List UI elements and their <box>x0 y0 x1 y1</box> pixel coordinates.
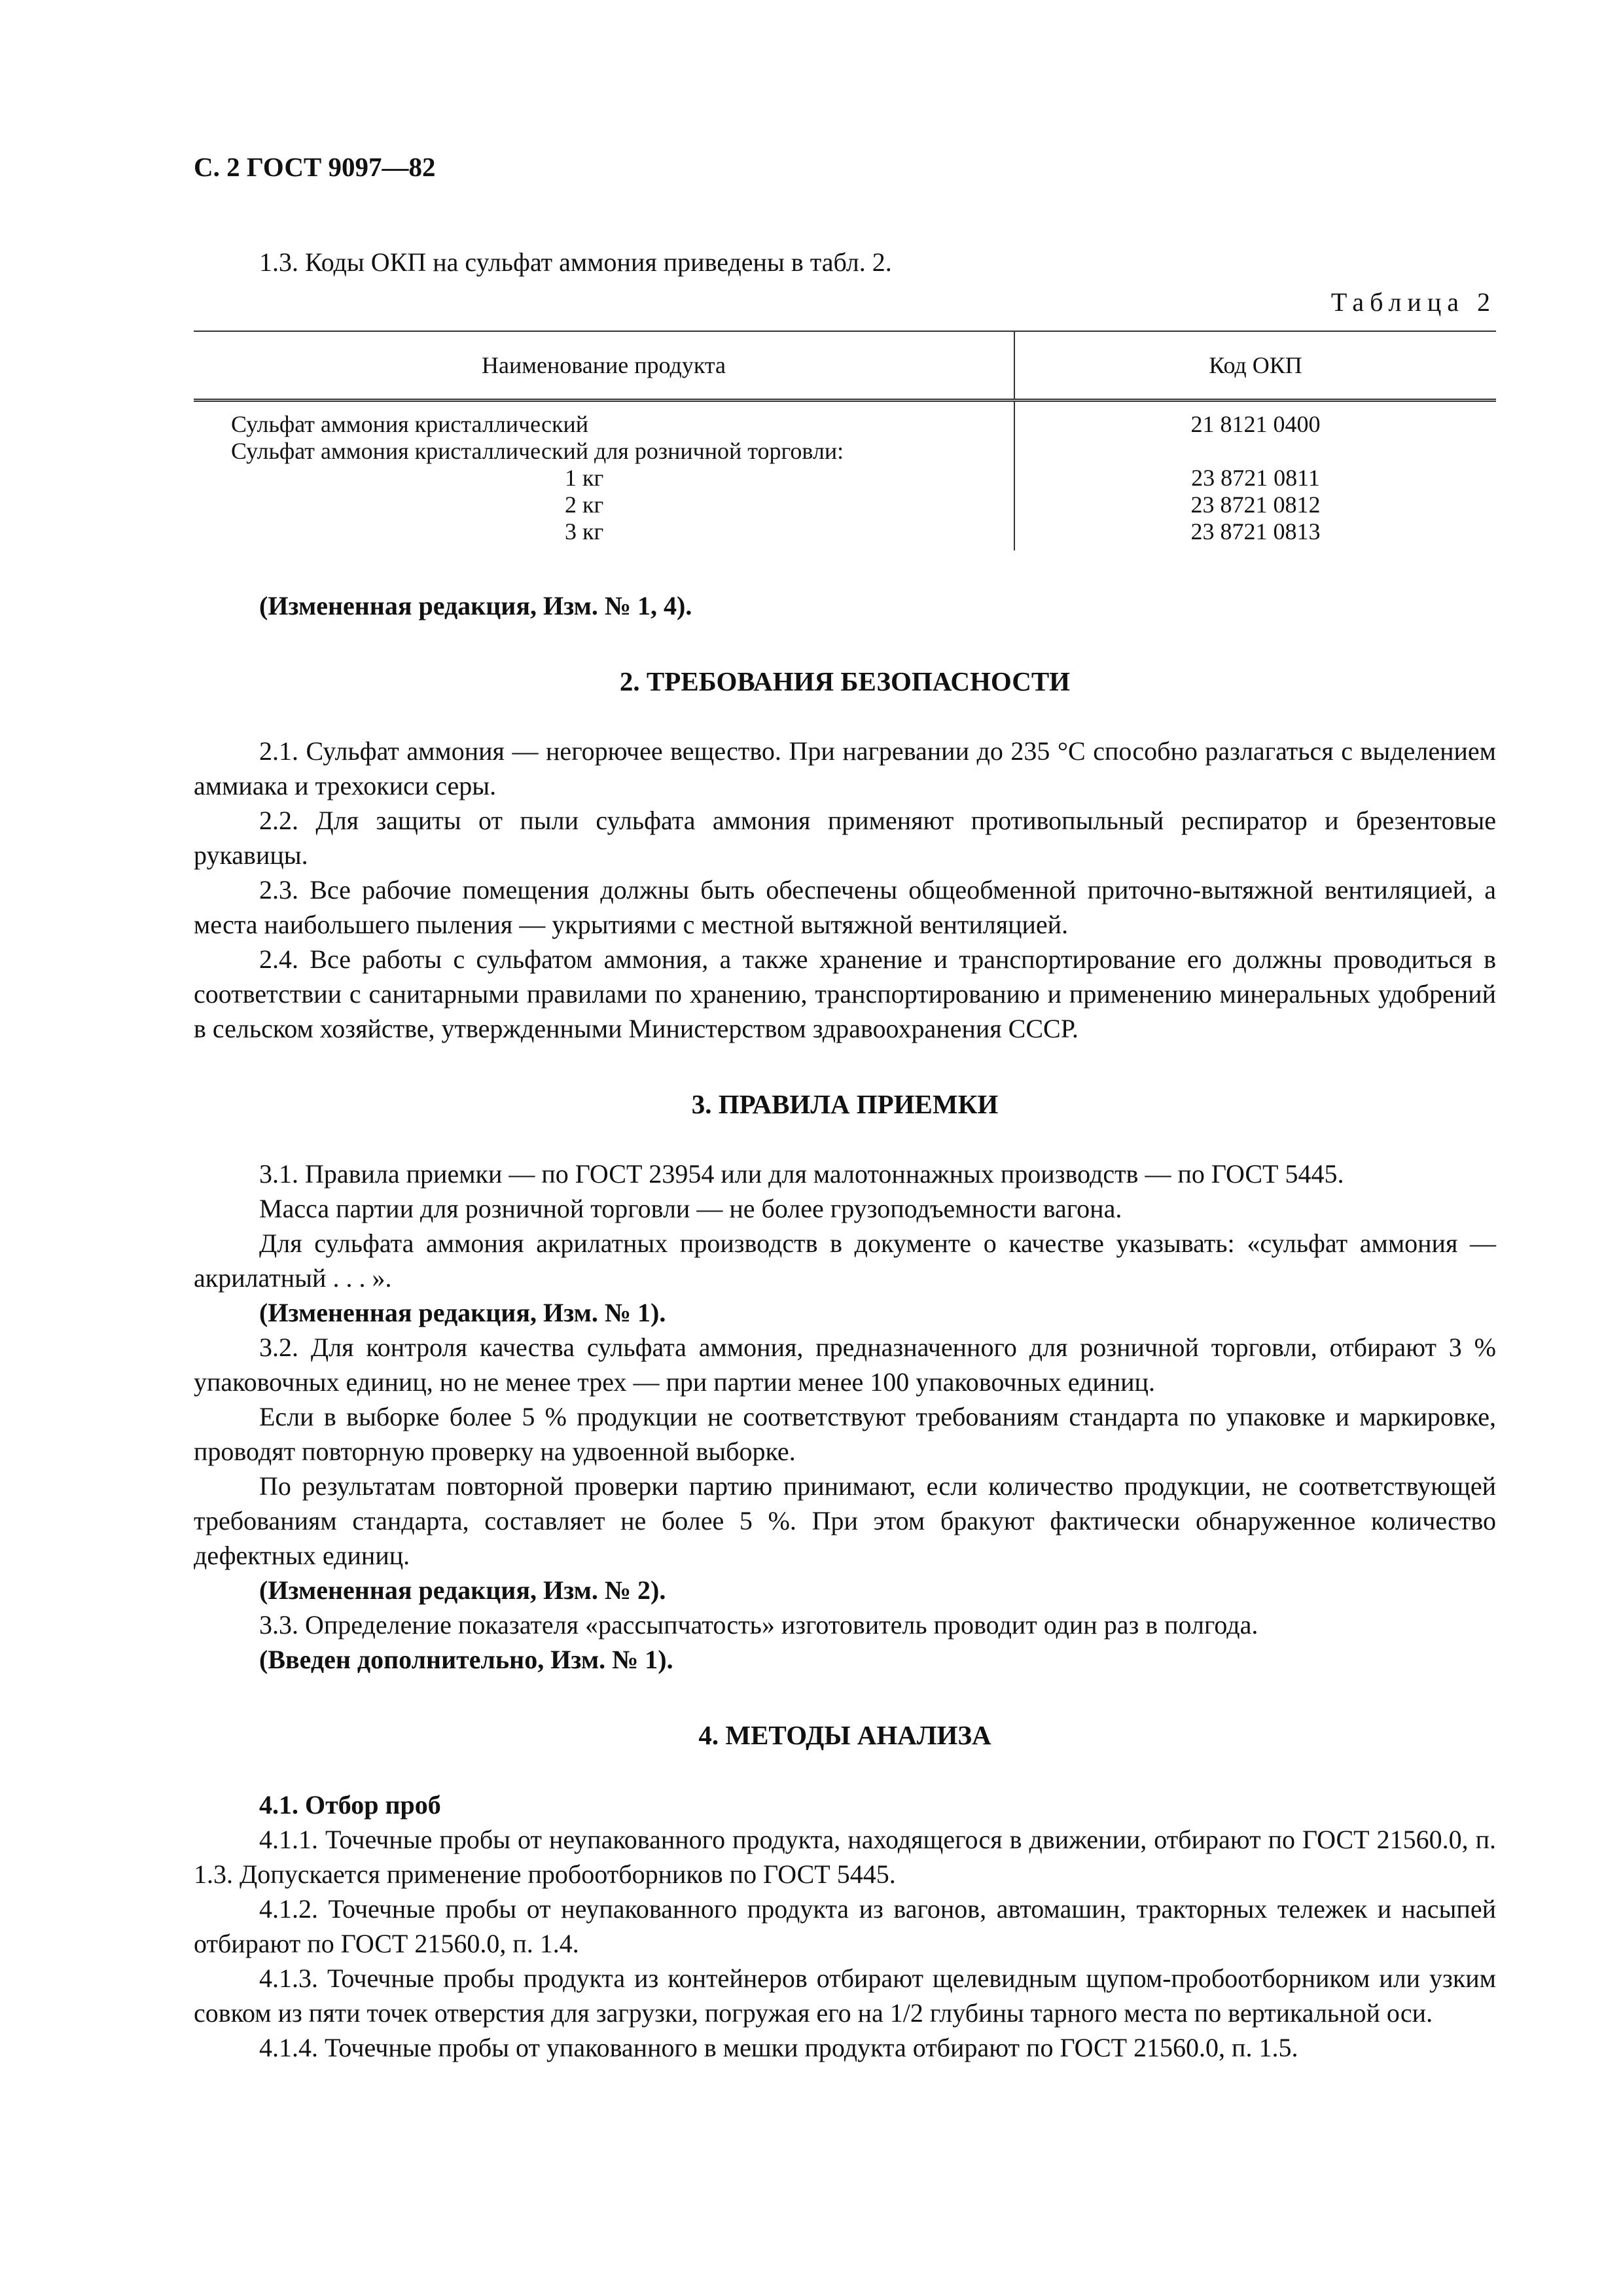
paragraph-4-1-1: 4.1.1. Точечные пробы от неупакованного продукта, находящегося в движении, отбирают по ГОСТ 21560.0, п. 1.3. Допускается применение пробоотборников по ГОСТ 5445. <box>194 1825 1496 1889</box>
product-name: Сульфат аммония кристаллический <box>231 411 589 437</box>
section-4-title: 4. МЕТОДЫ АНАЛИЗА <box>698 1720 991 1750</box>
paragraph-2-1: 2.1. Сульфат аммония — негорючее вещество. При нагревании до 235 °С способно разлагаться с выделением аммиака и трехокиси серы. <box>194 736 1496 800</box>
product-name: 1 кг <box>565 465 604 491</box>
paragraph-4-1-2: 4.1.2. Точечные пробы от неупакованного продукта из вагонов, автомашин, тракторных тележек и насыпей отбирают по ГОСТ 21560.0, п. 1.4. <box>194 1894 1496 1958</box>
paragraph-3-1: 3.1. Правила приемки — по ГОСТ 23954 или для малотоннажных производств — по ГОСТ 5445. <box>259 1159 1344 1189</box>
paragraph-3-1-mass: Масса партии для розничной торговли — не более грузоподъемности вагона. <box>259 1194 1122 1223</box>
paragraph-2-4: 2.4. Все работы с сульфатом аммония, а также хранение и транспортирование его должны проводиться в соответствии с санитарными правилами по хранению, транспортированию и применению минеральных удобрений в сельском хозяйстве, утвержденными Министерством здравоохранения СССР. <box>194 944 1496 1043</box>
product-name: 3 кг <box>565 518 604 545</box>
amendment-note: (Измененная редакция, Изм. № 1, 4). <box>259 591 692 620</box>
paragraph-3-2-results: По результатам повторной проверки партию принимают, если количество продукции, не соответствующей требованиям стандарта, составляет не более 5 %. При этом бракуют фактически обнаруженное количество дефектных единиц. <box>194 1471 1496 1570</box>
okp-code: 21 8121 0400 <box>1190 411 1321 437</box>
okp-table <box>194 331 1496 550</box>
paragraph-2-2: 2.2. Для защиты от пыли сульфата аммония применяют противопыльный респиратор и брезентовые рукавицы. <box>194 806 1496 870</box>
column-header-product: Наименование продукта <box>194 331 1014 401</box>
paragraph-2-3: 2.3. Все рабочие помещения должны быть обеспечены общеобменной приточно-вытяжной вентиляцией, а места наибольшего пыления — укрытиями с местной вытяжной вентиляцией. <box>194 875 1496 939</box>
amendment-note: (Измененная редакция, Изм. № 1). <box>259 1298 666 1327</box>
okp-code: 23 8721 0813 <box>1190 518 1321 545</box>
paragraph-4-1-4: 4.1.4. Точечные пробы от упакованного в мешки продукта отбирают по ГОСТ 21560.0, п. 1.5. <box>259 2033 1298 2062</box>
okp-code-empty <box>1016 438 1495 465</box>
page-header: С. 2 ГОСТ 9097—82 <box>194 152 436 182</box>
product-name: Сульфат аммония кристаллический для розничной торговли: <box>231 438 844 464</box>
okp-code: 23 8721 0812 <box>1190 492 1321 518</box>
product-names-cell <box>194 401 1014 551</box>
intro-paragraph: 1.3. Коды ОКП на сульфат аммония приведены в табл. 2. <box>259 247 892 277</box>
table-body-row <box>194 401 1496 551</box>
paragraph-3-3: 3.3. Определение показателя «рассыпчатость» изготовитель проводит один раз в полгода. <box>259 1610 1258 1640</box>
table-header-row <box>194 331 1496 401</box>
paragraph-3-1-acrylate: Для сульфата аммония акрилатных производств в документе о качестве указывать: «сульфат аммония — акрилатный . . . ». <box>194 1229 1496 1293</box>
subsection-4-1-title: 4.1. Отбор проб <box>259 1790 441 1820</box>
table-caption: Таблица 2 <box>1330 287 1496 317</box>
column-header-code: Код ОКП <box>1014 331 1496 401</box>
document-page <box>194 151 1496 2065</box>
paragraph-3-2: 3.2. Для контроля качества сульфата аммония, предназначенного для розничной торговли, отбирают 3 % упаковочных единиц, но не менее трех — при партии менее 100 упаковочных единиц. <box>194 1333 1496 1397</box>
paragraph-3-2-sample: Если в выборке более 5 % продукции не соответствуют требованиям стандарта по упаковке и маркировке, проводят повторную проверку на удвоенной выборке. <box>194 1402 1496 1466</box>
amendment-note: (Введен дополнительно, Изм. № 1). <box>259 1645 673 1674</box>
okp-code: 23 8721 0811 <box>1191 465 1320 491</box>
paragraph-4-1-3: 4.1.3. Точечные пробы продукта из контейнеров отбирают щелевидным щупом-пробоотборником или узким совком из пяти точек отверстия для загрузки, погружая его на 1/2 глубины тарного места по вертикальной оси. <box>194 1964 1496 2028</box>
section-2-title: 2. ТРЕБОВАНИЯ БЕЗОПАСНОСТИ <box>619 666 1071 696</box>
amendment-note: (Измененная редакция, Изм. № 2). <box>259 1575 666 1605</box>
product-name: 2 кг <box>565 492 604 518</box>
okp-codes-cell <box>1014 401 1496 551</box>
section-3-title: 3. ПРАВИЛА ПРИЕМКИ <box>691 1089 999 1119</box>
